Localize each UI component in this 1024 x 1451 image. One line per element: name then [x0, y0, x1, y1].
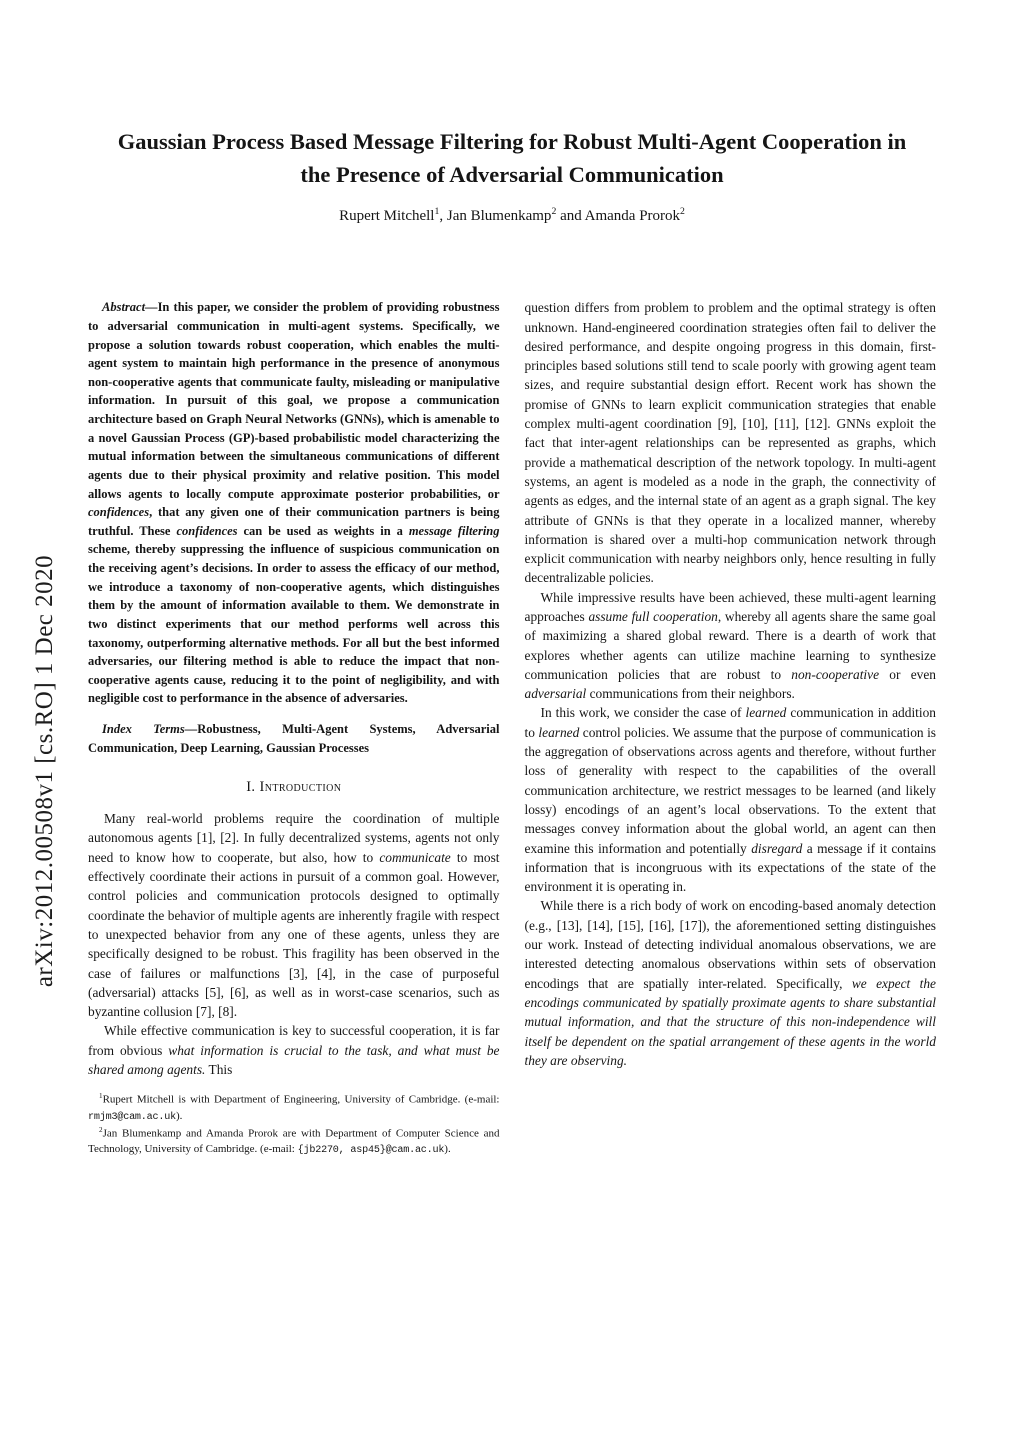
paper-title: Gaussian Process Based Message Filtering for Robust Multi-Agent Cooperation in the Presence of Adversarial Communication [117, 129, 907, 187]
intro-paragraph-1: Many real-world problems require the coordination of multiple autonomous agents [1], [2]. In fully decentralized systems, agents not only need to know how to cooperate, but also, how to communicate to most effectively coordinate their actions in pursuit of a common goal. However, control policies and communication protocols designed to optimally coordinate the behavior of multiple agents are inherently fragile with respect to unexpected behavior from any one of these agents, unless they are specifically designed to be robust. This fragility has been observed in the case of failures or malfunctions [3], [4], in the case of purposeful (adversarial) attacks [5], [6], as well as in worst-case scenarios, such as byzantine collusion [7], [8]. [88, 811, 500, 1020]
paper-authors: Rupert Mitchell$^1$, Jan Blumenkamp$^2$ and Amanda Prorok$^2$ [339, 206, 685, 225]
left-column [88, 298, 500, 1158]
right-paragraph-1: question differs from problem to problem and the optimal strategy is often unknown. Hand-engineered coordination strategies often fail to deliver the desired performance, and despite ongoing progress in this domain, first-principles based solutions still tend to scale poorly with growing agent team sizes, and require substantial design effort. Recent work has shown the promise of GNNs to learn explicit communication strategies that enable complex multi-agent coordination [9], [10], [11], [12]. GNNs exploit the fact that inter-agent relationships can be represented as graphs, which provide a mathematical description of the network topology. In multi-agent systems, an agent is modeled as a node in the graph, the connectivity of agents as edges, and the internal state of an agent as a graph signal. The key attribute of GNNs is that they operate in a localized manner, whereby information is shared over a multi-hop communication network through explicit communication with nearby neighbors only, hence resulting in fully decentralizable policies. [524, 300, 936, 586]
abstract-label: Abstract— [102, 300, 158, 315]
index-terms-paragraph [88, 720, 500, 757]
right-column [525, 298, 937, 1158]
footnote-1: $^1$Rupert Mitchell is with Department of Engineering, University of Cambridge. (e-mail: rmjm3@cam.ac.uk). [88, 1092, 500, 1123]
right-paragraph-4: While there is a rich body of work on encoding-based anomaly detection (e.g., [13], [14], [15], [16], [17]), the aforementioned setting distinguishes our work. Instead of detecting individual anomalous observations, we are interested detecting anomalous observations within sets of observation encodings that are spatially inter-related. Specifically, we expect the encodings communicated by spatially proximate agents to share substantial mutual information, and that the structure of this non-independence will itself be dependent on the spatial arrangement of these agents in the world they are observing. [524, 898, 936, 1068]
abstract-text: In this paper, we consider the problem of providing robustness to adversarial communication in multi-agent systems. Specifically, we propose a solution towards robust cooperation, which enables the multi-agent system to maintain high performance in the presence of anonymous non-cooperative agents that communicate faulty, misleading or manipulative information. In pursuit of this goal, we propose a communication architecture based on Graph Neural Networks (GNNs), which is amenable to a novel Gaussian Process (GP)-based probabilistic model characterizing the mutual information between the simultaneous communications of different agents due to their physical proximity and relative position. This model allows agents to locally compute approximate posterior probabilities, or confidences, that any given one of their communication partners is being truthful. These confidences can be used as weights in a message filtering scheme, thereby suppressing the influence of suspicious communication on the receiving agent’s decisions. In order to assess the efficacy of our method, we introduce a taxonomy of non-cooperative agents, which distinguishes them by the amount of information available to them. We demonstrate in two distinct experiments that our method performs well across this taxonomy, outperforming alternative methods. For all but the best informed adversaries, our filtering method is able to reduce the impact that non-cooperative agents cause, reducing it to the point of negligibility, and with negligible cost to performance in the absence of adversaries. [88, 300, 500, 706]
two-column-body [88, 298, 936, 1158]
index-terms-label: Index Terms— [102, 722, 198, 736]
right-paragraph-3: In this work, we consider the case of learned communication in addition to learned control policies. We assume that the purpose of communication is the aggregation of observations across agents and therefore, without further loss of generality with respect to the capabilities of the overall communication architecture, we restrict messages to be learned (and likely lossy) encodings of an agent’s local observations. To the extent that messages convey information about the global world, an agent can then examine this information and potentially disregard a message if it contains information that is incongruous with its expectations of the state of the environment it is operating in. [524, 705, 936, 895]
section-heading-introduction: I. Introduction [246, 779, 342, 796]
intro-paragraph-2: While effective communication is key to successful cooperation, it is far from obvious what information is crucial to the task, and what must be shared among agents. This [88, 1023, 500, 1077]
arxiv-watermark: arXiv:2012.00508v1 [cs.RO] 1 Dec 2020 [31, 554, 58, 988]
paper-page [0, 126, 1024, 1451]
author-footnotes [88, 1091, 500, 1158]
abstract-paragraph [88, 298, 500, 708]
footnote-2: $^2$Jan Blumenkamp and Amanda Prorok are with Department of Computer Science and Technology, University of Cambridge. (e-mail: {jb2270, asp45}@cam.ac.uk). [88, 1125, 500, 1157]
index-terms-text: Robustness, Multi-Agent Systems, Adversarial Communication, Deep Learning, Gaussian Processes [88, 722, 500, 755]
right-paragraph-2: While impressive results have been achieved, these multi-agent learning approaches assume full cooperation, whereby all agents share the same goal of maximizing a shared global reward. There is a dearth of work that explores whether agents can utilize machine learning to synthesize communication policies that are robust to non-cooperative or even adversarial communications from their neighbors. [524, 589, 936, 702]
